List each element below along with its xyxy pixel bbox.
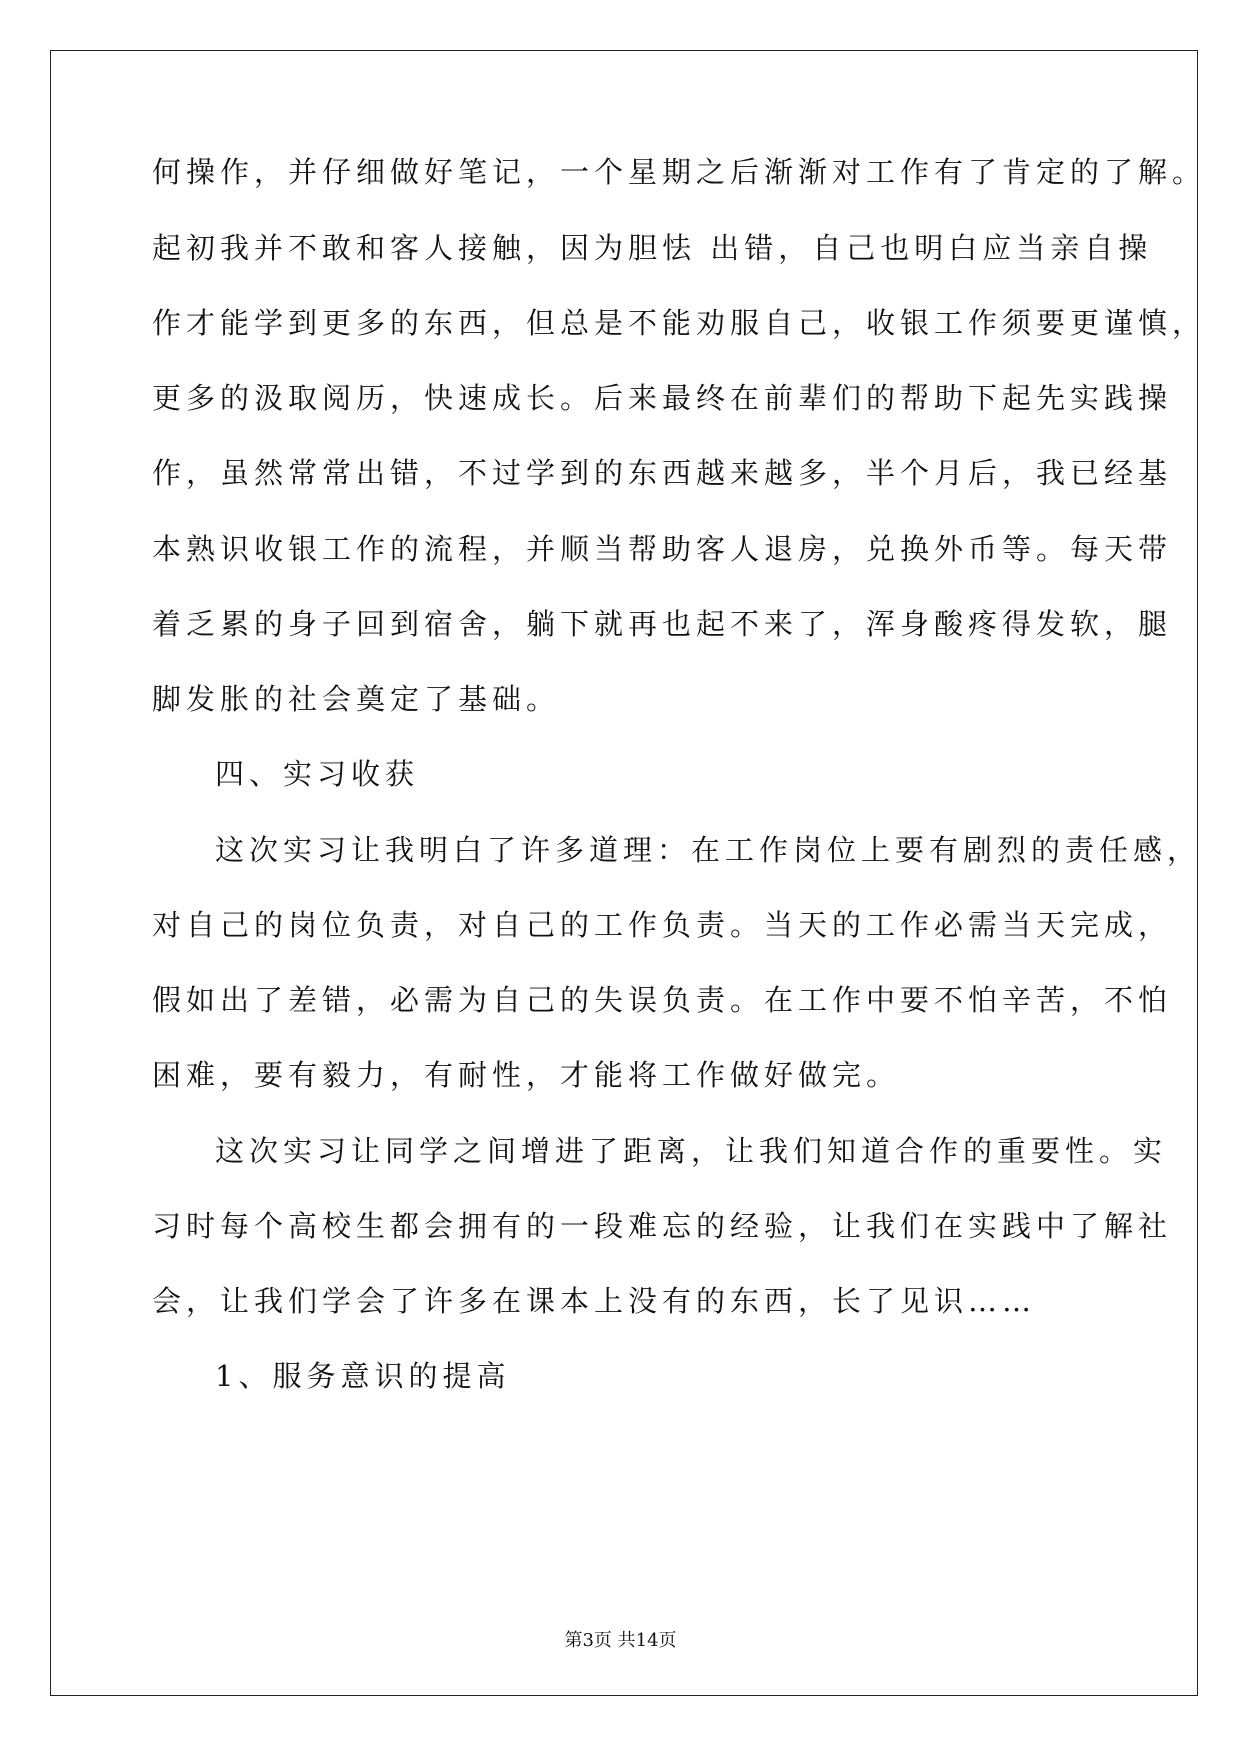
text-line: 何操作，并仔细做好笔记，一个星期之后渐渐对工作有了肯定的了解。 [152,155,1207,189]
text-line: 作，虽然常常出错，不过学到的东西越来越多，半个月后，我已经基 [152,456,1173,490]
text-line: 更多的汲取阅历，快速成长。后来最终在前辈们的帮助下起先实践操 [152,381,1173,415]
text-line: 这次实习让同学之间增进了距离，让我们知道合作的重要性。实 [215,1134,1168,1168]
text-line: 对自己的岗位负责，对自己的工作负责。当天的工作必需当天完成， [152,908,1173,942]
text-line: 作才能学到更多的东西，但总是不能劝服自己，收银工作须要更谨慎， [152,306,1207,340]
text-line: 着乏累的身子回到宿舍，躺下就再也起不来了，浑身酸疼得发软，腿 [152,607,1173,641]
section-heading: 四、实习收获 [215,757,420,791]
page-border [50,50,1198,1696]
text-line: 起初我并不敢和客人接触，因为胆怯 出错，自己也明白应当亲自操 [152,231,1153,265]
text-line: 困难，要有毅力，有耐性，才能将工作做好做完。 [152,1058,901,1092]
text-line: 本熟识收银工作的流程，并顺当帮助客人退房，兑换外币等。每天带 [152,532,1173,566]
text-line: 习时每个高校生都会拥有的一段难忘的经验，让我们在实践中了解社 [152,1209,1173,1243]
subsection-heading: 1、服务意识的提高 [215,1359,511,1393]
text-line: 会，让我们学会了许多在课本上没有的东西，长了见识…… [152,1284,1037,1318]
text-line: 脚发胀的社会奠定了基础。 [152,682,561,716]
page-number: 第3页 共14页 [564,1630,677,1651]
text-line: 假如出了差错，必需为自己的失误负责。在工作中要不怕辛苦，不怕 [152,983,1173,1017]
text-line: 这次实习让我明白了许多道理：在工作岗位上要有剧烈的责任感， [215,833,1202,867]
